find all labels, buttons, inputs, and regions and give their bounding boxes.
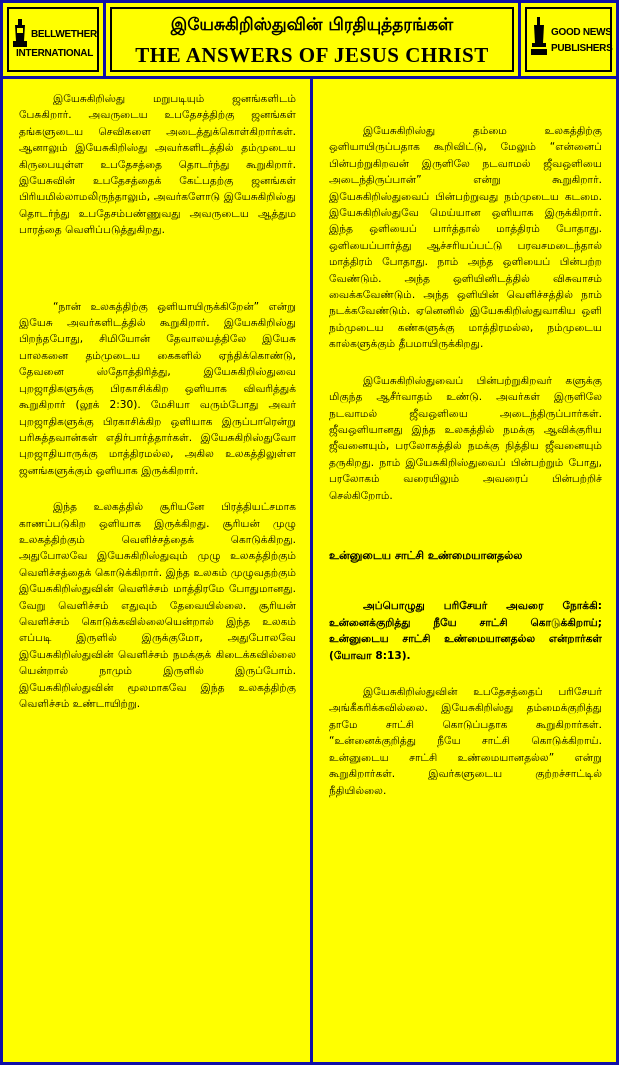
right-column bbox=[313, 79, 616, 1062]
left-paragraph-2: “நான் உலகத்திற்கு ஒளியாயிருக்கிறேன்” என்று இயேசு அவர்களிடத்தில் கூறுகிறார். இயேசுகிறிஸ்து பிறந்தபோது, சிமியோன் தேவாலயத்திலே இயேசு பாலகனை தம்முடைய கைகளில் ஏந்திக்கொண்டு, தேவனை ஸ்தோத்திரித்து, இயேசுகிறிஸ்துவை புறஜாதிகளுக்கு பிரகாசிக்கிற ஒளியாக விவரித்துக் கூறுகிறார் (லூக் 2:30). மேசியா வரும்போது அவர் புறஜாதிகளுக்கு பிரகாசிக்கிற ஒளியாக இருப்பாரென்று பரிசுத்தவான்கள் எதிர்பார்த்தார்கள். இயேசுகிறிஸ்துவோ புறஜாதியாருக்கு மாத்திரமல்ல, அகில உலகத்திலுள்ள ஜனங்களுக்கும் ஒளியாக இருக்கிறார். bbox=[19, 300, 296, 477]
bellwether-logo bbox=[3, 3, 106, 76]
section-heading: உன்னுடைய சாட்சி உண்மையானதல்ல bbox=[329, 548, 523, 562]
good-news-line1: GOOD NEWS bbox=[551, 27, 612, 38]
bellwether-line1: BELLWETHER bbox=[31, 29, 97, 40]
right-paragraph-2: இயேசுகிறிஸ்துவைப் பின்பற்றுகிறவர் களுக்கு மிகுந்த ஆசீர்வாதம் உண்டு. அவர்கள் இருளிலே நடவாமல் ஜீவஒளியை அடைந்திருப்பார்கள். ஜீவஒளியானது இந்த உலகத்தில் நமக்கு ஆவிக்குரிய ஜீவனையும், பரலோகத்தில் நமக்கு நித்திய ஜீவனையும் தருகிறது. நாம் இயேசுகிறிஸ்துவைப் பின்பற்றும் போது, பரலோகம் வரையிலும் அவரைப் பின்பற்றிச் செல்கிறோம். bbox=[329, 374, 602, 502]
bell-tower-icon bbox=[13, 19, 27, 51]
left-column bbox=[3, 79, 313, 1062]
lamp-icon bbox=[531, 17, 547, 57]
right-paragraph-3: இயேசுகிறிஸ்துவின் உபதேசத்தைப் பரிசேயர் அங்கீகரிக்கவில்லை. இயேசுகிறிஸ்து தம்மைக்குறித்து தாமே சாட்சி கொடுப்பதாக கூறுகிறார்கள். “உன்னைக்குறித்து நீயே சாட்சி கொடுக்கிறாய். உன்னுடைய சாட்சி உண்மையானதல்ல” என்று கூறுகிறார்கள். இவர்களுடைய குற்றச்சாட்டில் நீதியில்லை. bbox=[329, 686, 602, 797]
good-news-logo bbox=[518, 3, 616, 76]
left-paragraph-3: இந்த உலகத்தில் சூரியனே பிரத்தியட்சமாக காணப்படுகிற ஒளியாக இருக்கிறது. சூரியன் முழு உலகத்திற்கும் வெளிச்சத்தைக் கொடுக்கிறது. அதுபோலவே இயேசுகிறிஸ்துவும் முழு உலகத்திற்கும் வெளிச்சத்தைக் கொடுக்கிறார். இந்த உலகம் முழுவதற்கும் இயேசுகிறிஸ்துவின் வெளிச்சம் மாத்திரமே போதுமானது. வேறு வெளிச்சம் எதுவும் தேவையில்லை. சூரியன் வெளிச்சம் கொடுக்கவில்லையென்றால் இந்த உலகம் எப்படி இருளில் இருக்குமோ, அதுபோலவே இயேசுகிறிஸ்துவின் வெளிச்சம் நமக்குக் கிடைக்கவில்லை யென்றால் நாமும் இருளில் இருப்போம். இயேசுகிறிஸ்துவின் மூலமாகவே இந்த உலகத்திற்கு வெளிச்சம் உண்டாயிற்று. bbox=[19, 501, 296, 710]
bellwether-line2: INTERNATIONAL bbox=[16, 48, 94, 59]
left-paragraph-1: இயேசுகிறிஸ்து மறுபடியும் ஜனங்களிடம் பேசுகிறார். அவருடைய உபதேசத்திற்கு ஜனங்கள் தங்களுடைய செவிகளை அடைத்துக்கொள்கிறார்கள். ஆனாலும் இயேசுகிறிஸ்து அவர்களிடத்தில் தம்முடைய கிருபையுள்ள உபதேசத்தை தொடர்ந்து கூறுகிறார். இயேசுவின் உபதேசத்தைக் கேட்பதற்கு ஜனங்கள் பிரியமில்லாமலிருந்தாலும், அவர்களோடு இயேசுகிறிஸ்து தொடர்ந்து உபதேசம்பண்ணுவது அவருடைய ஆத்தும பாரத்தை வெளிப்படுத்துகிறது. bbox=[19, 93, 296, 237]
scripture-quote: அப்பொழுது பரிசேயர் அவரை நோக்கி: உன்னைக்குறித்து நீயே சாட்சி கொடுக்கிறாய்; உன்னுடைய சாட்சி உண்மையானதல்ல என்றார்கள் (யோவா 8:13). bbox=[329, 600, 602, 662]
right-paragraph-1: இயேசுகிறிஸ்து தம்மை உலகத்திற்கு ஒளியாயிருப்பதாக கூறிவிட்டு, மேலும் “என்னைப் பின்பற்றுகிறவன் இருளிலே நடவாமல் ஜீவஒளியை அடைந்திருப்பான்” என்று கூறுகிறார். இயேசுகிறிஸ்துவைப் பின்பற்றுவது நம்முடைய கடமை. இயேசுகிறிஸ்துவே மெய்யான ஒளியாக இருக்கிறார். இந்த ஒளியைப் பார்த்தால் மாத்திரம் போதாது. ஒளியைப்பார்த்து ஆச்சரியப்பட்டு பரவசமடைந்தால் மாத்திரம் போதாது. நாம் அந்த ஒளியைப் பின்பற்ற வேண்டும். அந்த ஒளியினிடத்தில் விசுவாசம் வைக்கவேண்டும். அந்த ஒளியின் வெளிச்சத்தில் நாம் நடக்கவேண்டும். ஏனெனில் இயேசுகிறிஸ்துவாகிய ஒளி நம்முடைய கண்களுக்கு மாத்திரமல்ல, நம்முடைய கால்களுக்கும் தீபமாயிருக்கிறது. bbox=[329, 125, 602, 351]
good-news-line2: PUBLISHERS bbox=[551, 43, 613, 54]
page-title-tamil: இயேசுகிறிஸ்துவின் பிரதியுத்தரங்கள் bbox=[170, 15, 454, 35]
page-title-english: THE ANSWERS OF JESUS CHRIST bbox=[135, 43, 489, 67]
title-box bbox=[106, 3, 518, 76]
header bbox=[3, 3, 616, 79]
